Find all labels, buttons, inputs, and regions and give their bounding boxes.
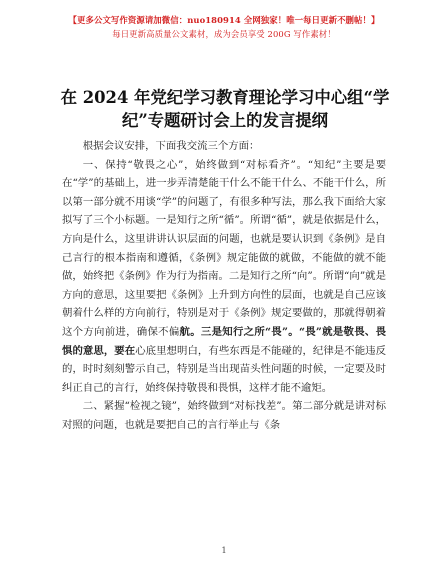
promo-banner-line-1: 【更多公文写作资源请加微信：nuo180914 全网独家！唯一每日更新不删帖！】 xyxy=(68,15,380,25)
paragraph-section-two: 二、紧握“检视之镜”，始终做到“对标找差”。第二部分就是讲对标对照的问题，也就是要把自己的言行举止与《条 xyxy=(62,400,386,431)
section-one-bold-text: 航。三是知行之所“畏”。“畏”就是敬畏、畏惧的意思，要在 xyxy=(62,325,386,357)
paragraph-intro: 根据会议安排，下面我交流三个方面： xyxy=(82,140,260,152)
document-title: 在 2024 年党纪学习教育理论学习中心组“学纪”专题研讨会上的发言提纲 xyxy=(60,88,390,130)
promo-banner-line-2: 每日更新高质量公文素材，成为会员享受 200G 写作素材！ xyxy=(112,29,336,39)
section-one-text: 一、保持“敬畏之心”，始终做到“对标看齐”。“知纪”主要是要在“学”的基础上，进一步弄清楚能干什么不能干什么、不能干什么，所以第一部分就不用谈“学”的问题了，有很多种写法，那么我下面给大家拟写了三个小标题。一是知行之所“循”。所谓“循”，就是依据是什么，方向是什么，这里讲讲认识层面的问题，也就是要认识到《条例》是自己言行的根本指南和遵循，《条例》规定能做的就做，不能做的就不能做，始终把《条例》作为行为指南。二是知行之所“向”。所谓“向”就是方向的意思，这里要把《条例》上升到方向性的层面，也就是自己应该朝着什么样的方向前行，特别是对于《条例》规定要做的，那就得朝着这个方向前进，确保不偏 xyxy=(62,158,386,338)
document-body xyxy=(62,137,386,435)
section-one-tail-text: 心底里想明白，有些东西是不能碰的，纪律是不能违反的，时时刻刻警示自己，特别是当出现苗头性问题的时候，一定要及时纠正自己的言行，始终保持敬畏和畏惧，这样才能不逾矩。 xyxy=(62,344,387,394)
page-number: 1 xyxy=(221,546,227,555)
paragraph-section-one xyxy=(62,156,386,398)
